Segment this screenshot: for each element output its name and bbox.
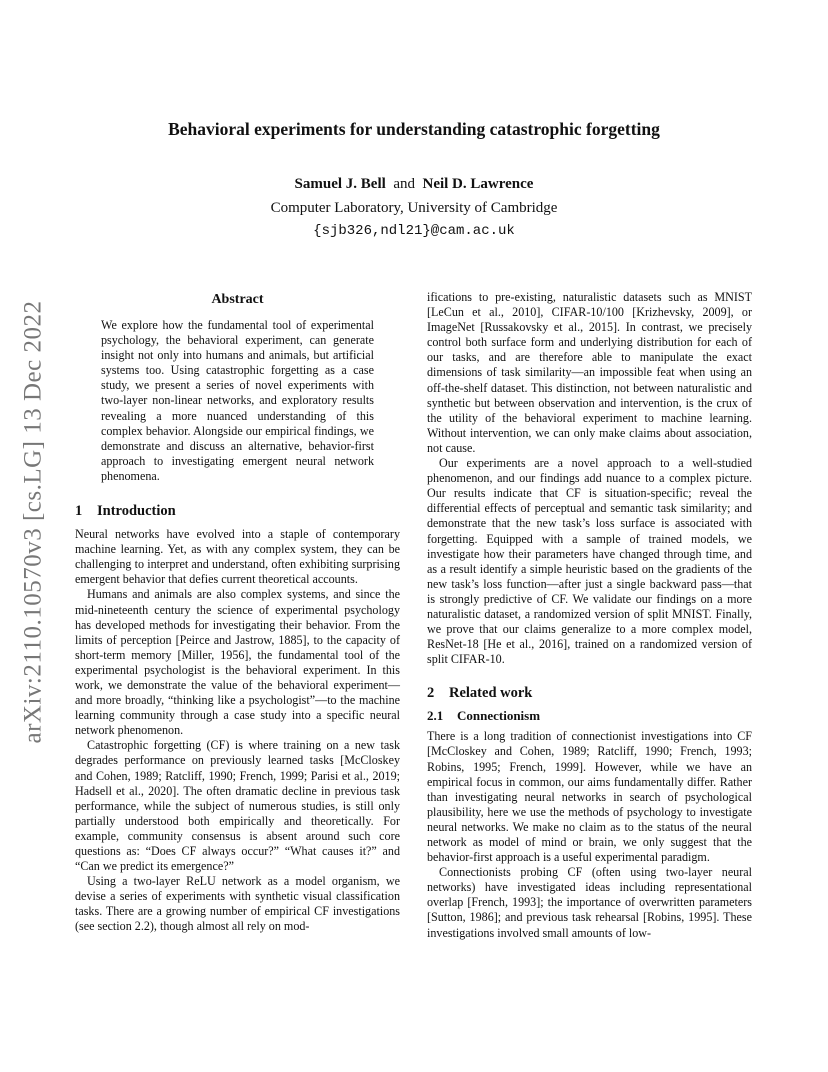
section-heading-introduction [75,501,400,521]
paper-header [0,116,828,242]
subsection-title: Connectionism [457,708,541,724]
subsection-number: 2.1 [427,708,444,724]
left-column [75,290,400,935]
right-column [427,290,752,941]
section-title: Related work [449,685,533,702]
subsection-heading-connectionism [427,707,752,725]
author-email: {sjb326,ndl21}@cam.ac.uk [313,223,515,239]
affiliation: Computer Laboratory, University of Cambridge [270,200,558,216]
related-paragraph-1: There is a long tradition of connectionist investigations into CF [McCloskey and Cohen, 1989; Ratcliff, 1990; French, 1993; Robins, 1995; French, 1999]. However, while we have an empirical focus in common, our aims fundamentally differ. Rather than investigating neural networks in search of psychological plausibility, here we use the methods of psychology to investigate neural networks. We make no claim as to the status of the neural network as model of mind or brain, we only suggest that the behavior-first approach is a useful experimental paradigm. [427,729,752,865]
intro-paragraph-1: Neural networks have evolved into a staple of contemporary machine learning. Yet, as with any complex system, they can be challenging to interpret and understand, often exhibiting surprising emergent behavior that defies current theoretical accounts. [75,527,400,587]
author-conjunction: and [393,176,415,192]
intro-paragraph-3: Catastrophic forgetting (CF) is where training on a new task degrades performance on previously learned tasks [McCloskey and Cohen, 1989; Ratcliff, 1990; French, 1999; Parisi et al., 2019; Hadsell et al., 2020]. The often dramatic decline in previous task performance, while the subject of numerous studies, is still only partially understood both empirically and theoretically. For example, community consensus is absent around such core questions as: “Does CF always occur?” “What causes it?” and “Can we predict its emergence?” [75,738,400,874]
intro-paragraph-2: Humans and animals are also complex systems, and since the mid-nineteenth century the science of experimental psychology has developed methods for investigating their behavior. From the limits of perception [Peirce and Jastrow, 1885], to the capacity of short-term memory [Miller, 1956], the fundamental tool of the experimental psychologist is the behavioral experiment. In this work, we demonstrate the value of the behavioral experiment—and more broadly, “thinking like a psychologist”—to the machine learning community through a case study into a specific neural network phenomenon. [75,587,400,738]
paper-title: Behavioral experiments for understanding catastrophic forgetting [168,119,660,139]
arxiv-identifier-stamp [16,286,50,758]
author-line [0,174,828,194]
section-title: Introduction [97,503,176,520]
section-number: 2 [427,685,435,702]
abstract-text: We explore how the fundamental tool of experimental psychology, the behavioral experiment, can generate insight not only into humans and animals, but artificial systems too. Using catastrophic forgetting as a case study, we present a series of novel experiments with two-layer non-linear networks, and exploratory results revealing a more nuanced understanding of this complex behavior. Alongside our empirical findings, we demonstrate and discuss an alternative, behavior-first approach to investigating emergent neural network phenomena. [101,318,374,483]
related-paragraph-2: Connectionists probing CF (often using two-layer neural networks) have investigated ideas including representational overlap [French, 1993]; the importance of overwritten parameters [Sutton, 1986]; and previous task rehearsal [Robins, 1995]. These investigations involved small amounts of low- [427,865,752,940]
intro-paragraph-4: Using a two-layer ReLU network as a model organism, we devise a series of experiments with synthetic visual classification tasks. There are a growing number of empirical CF investigations (see section 2.2), though almost all rely on mod- [75,874,400,934]
author-1: Samuel J. Bell [294,176,386,192]
author-2: Neil D. Lawrence [422,176,534,192]
section-heading-related-work [427,683,752,703]
intro-paragraph-5: Our experiments are a novel approach to a well-studied phenomenon, and our findings add nuance to a complex picture. Our results indicate that CF is situation-specific; reveal the differential effects of perceptual and semantic task similarity; and demonstrate that the new task’s loss surface is associated with forgetting. Equipped with a sample of trained models, we investigate how their parameters have changed through time, and as a result identify a simple heuristic based on the gradients of the new task’s loss function—after just a single backward pass—that is strongly predictive of CF. We validate our findings on a more naturalistic dataset, a randomized version of split MNIST. Finally, we prove that our claims generalize to a more complex model, ResNet-18 [He et al., 2016], trained on a randomized version of split CIFAR-10. [427,456,752,667]
abstract-heading: Abstract [211,292,264,307]
intro-paragraph-4-continued: ifications to pre-existing, naturalistic datasets such as MNIST [LeCun et al., 2010], CIFAR-10/100 [Krizhevsky, 2009], or ImageNet [Russakovsky et al., 2015]. In contrast, we precisely control both surface form and underlying distribution for each of our tasks, and are therefore able to manipulate the exact dimensions of task similarity—an impossible feat when using an off-the-shelf dataset. This distinction, not between naturalistic and synthetic but between observation and intervention, is the crux of the utility of the behavioral experiment to machine learning. Without intervention, we can only make claims about association, not cause. [427,290,752,455]
section-number: 1 [75,503,83,520]
arxiv-identifier-text: arXiv:2110.10570v3 [cs.LG] 13 Dec 2022 [19,300,46,744]
